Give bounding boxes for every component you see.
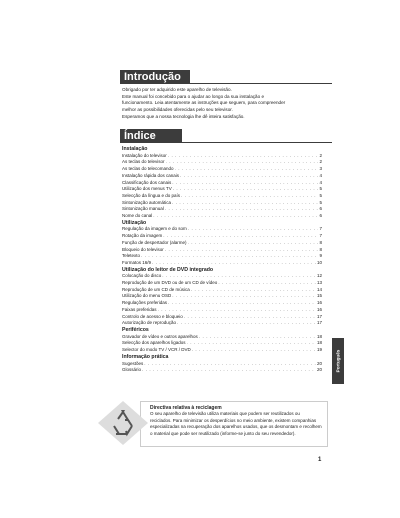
toc-entry[interactable]: [122, 247, 322, 254]
toc-leader-dots: [172, 180, 318, 187]
toc-leader-dots: [177, 320, 316, 327]
toc-entry-page: 12: [316, 273, 322, 279]
toc-leader-dots: [163, 233, 318, 240]
toc-entry[interactable]: [122, 307, 322, 314]
index-title-rule: [120, 142, 332, 143]
toc-entry[interactable]: [122, 206, 322, 213]
toc-entry[interactable]: [122, 226, 322, 233]
recycling-line: O seu aparelho de televisão utiliza materiais que podem ser reutilizados ou: [150, 411, 300, 417]
toc-entry-page: 6: [319, 212, 322, 218]
toc-leader-dots: [152, 260, 316, 267]
page-number: 1: [318, 457, 322, 463]
toc-entry-page: 5: [319, 192, 322, 198]
toc-entry[interactable]: [122, 180, 322, 187]
toc-leader-dots: [199, 334, 316, 341]
table-of-contents: [122, 146, 322, 374]
toc-entry-title: Classificação dos canais: [122, 179, 172, 185]
toc-leader-dots: [218, 280, 316, 287]
toc-entry-page: 5: [319, 186, 322, 192]
toc-leader-dots: [168, 300, 316, 307]
toc-entry-title: Sintonização automática: [122, 199, 172, 205]
toc-entry-title: Colocação do disco: [122, 273, 162, 279]
toc-entry-page: 17: [316, 313, 322, 319]
toc-entry[interactable]: [122, 293, 322, 300]
toc-entry-title: Sintonização manual: [122, 206, 164, 212]
toc-entry[interactable]: [122, 334, 322, 341]
toc-entry-title: Selecção dos aparelhos ligados: [122, 340, 186, 346]
toc-entry-title: Reprodução de um DVD ou de um CD de vídeo: [122, 280, 218, 286]
toc-entry[interactable]: [122, 159, 322, 166]
toc-entry-title: Função de despertador (alarme): [122, 239, 187, 245]
toc-leader-dots: [180, 173, 318, 180]
intro-text: [122, 87, 332, 121]
toc-entry-page: 18: [316, 333, 322, 339]
toc-entry-title: Rotação da imagem: [122, 233, 163, 239]
toc-leader-dots: [162, 273, 316, 280]
recycling-line: reciclados. Para minimizar os desperdícios no meio ambiente, existem companhias: [150, 417, 317, 423]
toc-entry-page: 5: [319, 199, 322, 205]
toc-leader-dots: [188, 240, 319, 247]
toc-section-heading: Periféricos: [122, 326, 149, 333]
toc-entry[interactable]: [122, 320, 322, 327]
toc-entry[interactable]: [122, 233, 322, 240]
intro-line: funcionamento. Leia atentamente as instruções que seguem, para compreender: [122, 100, 286, 106]
toc-entry-title: Reprodução de um CD de música: [122, 286, 190, 292]
toc-leader-dots: [173, 186, 319, 193]
toc-entry[interactable]: [122, 193, 322, 200]
toc-entry-page: 18: [316, 340, 322, 346]
intro-line: Esperamos que a nossa tecnologia lhe dê inteira satisfação.: [122, 113, 245, 119]
toc-section-heading: Utilização: [122, 219, 147, 226]
toc-entry-page: 8: [319, 246, 322, 252]
toc-leader-dots: [153, 213, 318, 220]
toc-entry-page: 16: [316, 306, 322, 312]
toc-leader-dots: [166, 159, 319, 166]
toc-entry[interactable]: [122, 300, 322, 307]
toc-leader-dots: [192, 347, 316, 354]
toc-entry[interactable]: [122, 240, 322, 247]
toc-leader-dots: [172, 293, 316, 300]
toc-entry-page: 7: [319, 226, 322, 232]
intro-line: Obrigado por ter adquirido este aparelho de televisão.: [122, 87, 232, 92]
toc-entry-page: 15: [316, 293, 322, 299]
toc-entry[interactable]: [122, 361, 322, 368]
toc-leader-dots: [184, 314, 316, 321]
toc-entry-title: As teclas do televisor: [122, 159, 165, 165]
toc-entry-title: Glossário: [122, 367, 142, 373]
toc-entry[interactable]: [122, 253, 322, 260]
toc-entry[interactable]: [122, 200, 322, 207]
toc-entry-page: 4: [319, 172, 322, 178]
toc-entry[interactable]: [122, 367, 322, 374]
intro-line: Este manual foi concebido para o ajudar ao longo da sua instalação e: [122, 93, 264, 99]
toc-entry[interactable]: [122, 166, 322, 173]
toc-section-heading: Utilização do leitor de DVD integrado: [122, 266, 214, 273]
toc-leader-dots: [144, 361, 316, 368]
toc-entry-page: 3: [319, 166, 322, 172]
toc-entry-title: Gravador de vídeo e outros aparelhos: [122, 333, 198, 339]
toc-entry-page: 2: [319, 152, 322, 158]
toc-entry[interactable]: [122, 260, 322, 267]
toc-leader-dots: [158, 307, 316, 314]
toc-entry[interactable]: [122, 340, 322, 347]
toc-entry[interactable]: [122, 173, 322, 180]
toc-entry-title: Nome do canal: [122, 212, 153, 218]
index-title: Índice: [120, 129, 182, 143]
toc-entry[interactable]: [122, 280, 322, 287]
toc-entry-page: 9: [319, 253, 322, 259]
toc-entry-title: Sugestões: [122, 360, 144, 366]
intro-title-rule: [120, 83, 332, 84]
toc-entry-title: Regulação da imagem e do som: [122, 226, 187, 232]
intro-title: Introdução: [120, 70, 190, 84]
toc-entry-page: 20: [316, 367, 322, 373]
toc-leader-dots: [191, 287, 316, 294]
toc-leader-dots: [165, 247, 319, 254]
toc-entry-title: As teclas do telecomando: [122, 166, 174, 172]
toc-entry-title: Instalação rápida dos canais: [122, 172, 180, 178]
toc-entry[interactable]: [122, 287, 322, 294]
toc-entry-title: Teletexto: [122, 253, 141, 259]
toc-entry-page: 17: [316, 320, 322, 326]
toc-entry-page: 13: [316, 280, 322, 286]
toc-entry-title: Instalação do televisor: [122, 152, 167, 158]
toc-entry[interactable]: [122, 314, 322, 321]
toc-section-heading: Instalação: [122, 146, 148, 152]
toc-entry-page: 20: [316, 360, 322, 366]
recycling-text: [150, 405, 322, 437]
recycling-line: especializadas na recuperação dos aparelhos usados, que os desmontam e recolhem: [150, 424, 322, 430]
toc-leader-dots: [188, 226, 319, 233]
toc-entry-title: Controlo de acesso e bloqueio: [122, 313, 183, 319]
toc-leader-dots: [187, 340, 316, 347]
toc-entry-page: 2: [319, 159, 322, 165]
recycle-icon: [108, 408, 138, 438]
toc-entry-page: 16: [316, 300, 322, 306]
toc-entry-page: 6: [319, 206, 322, 212]
toc-entry[interactable]: [122, 186, 322, 193]
language-tab-label: Português: [335, 349, 341, 373]
toc-entry-title: Formatos 16/9: [122, 259, 152, 265]
toc-entry-title: Faixas preferidas: [122, 306, 157, 312]
toc-leader-dots: [181, 193, 318, 200]
recycling-line: o material que pode ser reutilizado (informe-se junto do seu revendedor).: [150, 430, 296, 436]
recycling-title: Directiva relativa à reciclagem: [150, 405, 222, 411]
toc-leader-dots: [168, 153, 319, 160]
intro-line: melhor as possibilidades oferecidas pelo seu televisor.: [122, 107, 233, 113]
toc-entry[interactable]: [122, 153, 322, 160]
toc-entry-title: Selector do modo TV / VCR / DVD: [122, 347, 191, 353]
toc-entry-title: Selecção da língua e do país: [122, 192, 181, 198]
toc-entry-title: Utilização do menu OSD: [122, 293, 172, 299]
toc-entry-page: 19: [316, 347, 322, 353]
toc-entry-title: Utilização dos menus TV: [122, 186, 172, 192]
toc-leader-dots: [142, 367, 316, 374]
toc-entry-page: 8: [319, 239, 322, 245]
toc-entry[interactable]: [122, 273, 322, 280]
toc-entry-page: 14: [316, 286, 322, 292]
toc-entry-page: 10: [316, 259, 322, 265]
toc-section-heading: Informação prática: [122, 353, 169, 360]
toc-entry-title: Bloqueio do televisor: [122, 246, 164, 252]
toc-entry-title: Autorização de reprodução: [122, 320, 177, 326]
toc-leader-dots: [175, 166, 319, 173]
toc-leader-dots: [172, 200, 318, 207]
language-tab: [332, 338, 344, 384]
toc-entry-page: 7: [319, 233, 322, 239]
toc-entry[interactable]: [122, 213, 322, 220]
toc-leader-dots: [165, 206, 319, 213]
toc-entry[interactable]: [122, 347, 322, 354]
toc-leader-dots: [141, 253, 318, 260]
toc-entry-page: 4: [319, 179, 322, 185]
toc-entry-title: Regulações preferidas: [122, 300, 168, 306]
